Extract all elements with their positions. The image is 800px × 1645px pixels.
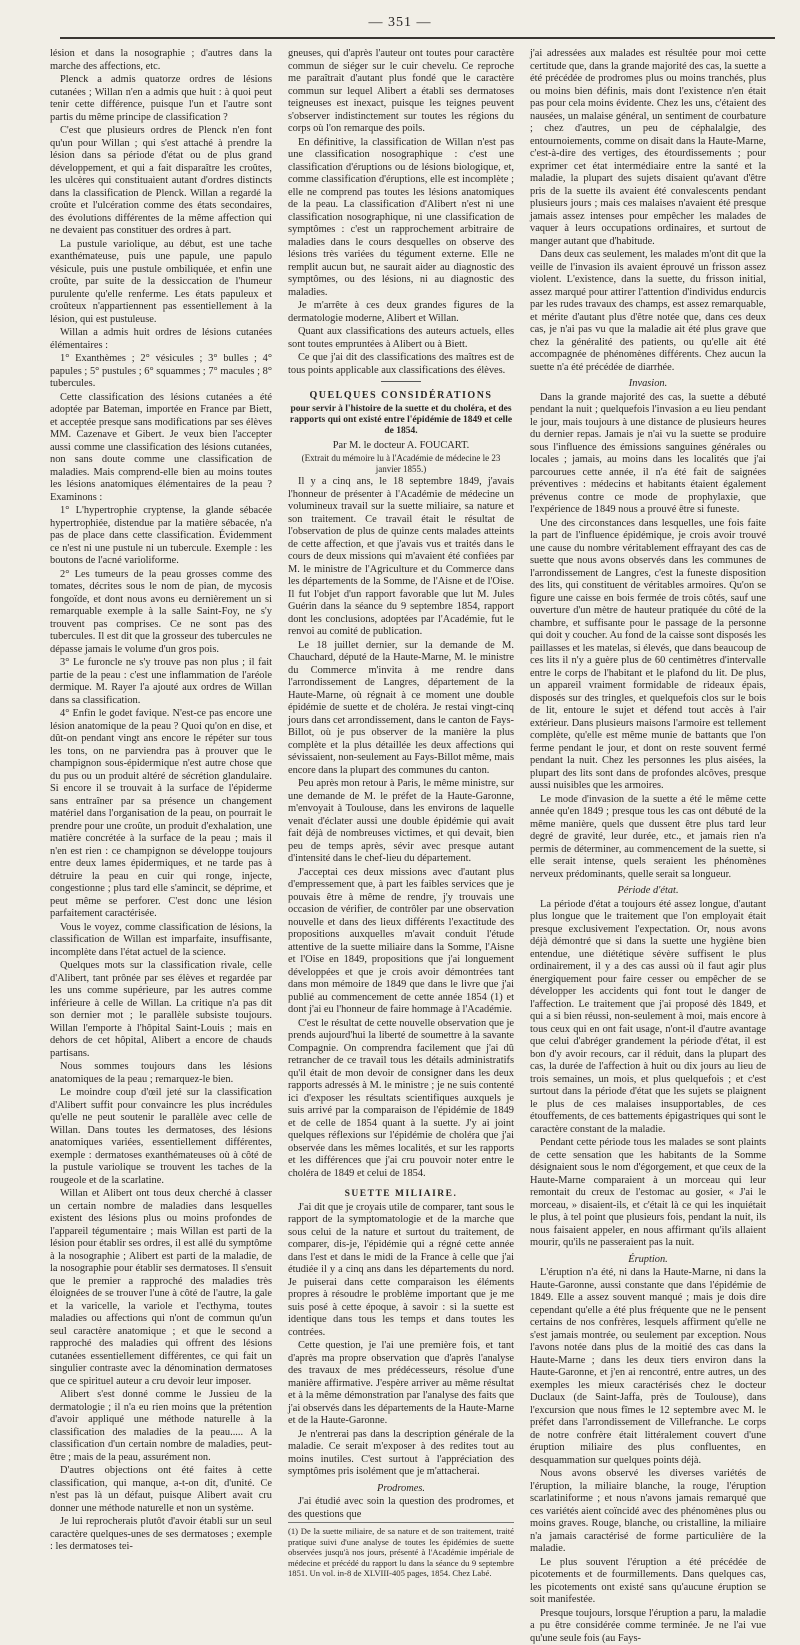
section-title-suette: SUETTE MILIAIRE. (288, 1188, 514, 1201)
paragraph: Je lui reprocherais plutôt d'avoir établi sur un seul caractère quelques-unes de ses dermatoses ; exemple : les dermatoses tei- (50, 1516, 272, 1554)
page-number: — 351 — (0, 15, 800, 31)
paragraph: J'acceptai ces deux missions avec d'autant plus d'empressement que, à part les faibles services que je pouvais être à même de rendre, j'y trouvais une occasion de vérifier, de contrôler par une observation nouvelle et dans des lieux différents l'exactitude des propositions auxquelles m'avait conduit l'étude attentive de la suette miliaire dans la Somme, l'Aisne et l'Oise en 1849, propositions que j'ai longuement développées et que je crois avoir démontrées tant dans mon mémoire de 1849 que dans le livre que j'ai publié au commencement de cette année 1854 (1) et dont j'ai eu l'honneur de faire hommage à l'Académie. (288, 867, 514, 1017)
dermatology-conclusion (288, 48, 514, 377)
paragraph: Willan a admis huit ordres de lésions cutanées élémentaires : (50, 327, 272, 352)
paragraph: 4° Enfin le godet favique. N'est-ce pas encore une lésion anatomique de la peau ? Quoi qu'on en dise, et dût-on pendant vingt ans encore le répéter sur tous les tons, on ne parviendra pas à prouver que le champignon sous-épidermique n'est autre chose que du pus ou un produit altéré de sécrétion glandulaire. Si encore il se trouvait à la surface de l'épiderme sans entraîner par sa présence un changement matériel dans l'organisation de la peau, on pourrait le prendre pour une croûte, un produit d'exhalation, une matière concrétée à la surface de la peau ; mais il n'en est rien : ce champignon se développe toujours entre deux lames épidermiques, et ne tarde pas à détruire la peau en cuir qui ronge, injecte, congestionne ; plus tard elle s'amincit, se déprime, et peut même se perforer. C'est donc une lésion parfaitement caractérisée. (50, 708, 272, 921)
paragraph: La période d'état a toujours été assez longue, d'autant plus longue que le traitement que l'on employait était presque exclusivement l'expectation. Or, nous avons déjà démontré que si dans la suette une hygiène bien entendue, une diététique sévère suffisent le plus ordinairement, il y a des cas aussi où il faut agir plus énergiquement pour faire cesser ou empêcher de se développer les accidents qui font tout le danger de l'affection. Le traitement que j'ai proposé dès 1849, et qui a si bien réussi, non-seulement à moi, mais encore à tous ceux qui en ont fait usage, n'ont-il d'autre avantage que celui d'abréger grandement la période d'état, il est bon d'y avoir recours, car il réduit, dans la plupart des cas, la durée de l'affection à huit ou dix jours au lieu de trois semaines, un mois, et plus quelquefois ; et c'est surtout dans la période d'état que les sujets se plaignent le plus de ces malaises insupportables, de ces étouffements, de ces battements épigastriques qui sont le caractère constant de la maladie. (530, 899, 766, 1137)
subsection-title-eruption: Éruption. (530, 1254, 766, 1267)
eruption-body (530, 1267, 766, 1645)
separator-rule (381, 381, 421, 382)
paragraph: Cette classification des lésions cutanées a été adoptée par Bateman, importée en France par Biett, et acceptée presque sans modifications par ses élèves MM. Cazenave et Gibert. Je veux bien l'accepter aussi comme une classification des lésions cutanées, non sans doute comme une classification de maladies. Mais comprend-elle bien au moins toutes les lésions anatomiques élémentaires de la peau ? Examinons : (50, 392, 272, 505)
paragraph: 1° L'hypertrophie cryptense, la glande sébacée hypertrophiée, distendue par la matière sébacée, n'a pas de place dans cette classification. Évidemment ce n'est ni une pustule ni un tubercule. Exemple : les boutons de l'acné varioliforme. (50, 505, 272, 568)
paragraph: D'autres objections ont été faites à cette classification, qui manque, a-t-on dit, d'unité. Ce n'est pas là un défaut, puisque Alibert avait cru donner une méthode naturelle et non un système. (50, 1465, 272, 1515)
article-author: Par M. le docteur A. FOUCART. (288, 440, 514, 453)
paragraph: 1° Exanthèmes ; 2° vésicules ; 3° bulles ; 4° papules ; 5° pustules ; 6° squammes ; 7° macules ; 8° tubercules. (50, 353, 272, 391)
footnote: (1) De la suette miliaire, de sa nature et de son traitement, traité pratique suivi d'une analyse de toutes les épidémies de suette observées jusqu'à nos jours, présenté à l'Académie impériale de médecine et précédé du rapport lu dans la séance du 9 septembre 1851. Un vol. in-8 de XLVIII-405 pages, 1854. Chez Labé. (288, 1522, 514, 1579)
paragraph: Quant aux classifications des auteurs actuels, elles sont toutes empruntées à Alibert ou à Biett. (288, 326, 514, 351)
paragraph: 3° Le furoncle ne s'y trouve pas non plus ; il fait partie de la peau : c'est une inflammation de l'aréole dermique. M. Rayer l'a ajouté aux ordres de Willan dans sa classification. (50, 657, 272, 707)
periode-etat-body (530, 899, 766, 1250)
paragraph: Presque toujours, lorsque l'éruption a paru, la maladie a pu être considérée comme terminée. Je ne l'ai vue qu'une seule fois (au Fays- (530, 1608, 766, 1645)
paragraph: Le mode d'invasion de la suette a été le même cette année qu'en 1849 ; presque tous les cas ont débuté de la même manière, quels que dussent être plus tard leur degré de gravité, leur durée, etc., et jamais rien n'a permis de déterminer, au commencement de la suette, si elle serait intense, quels seraient les phénomènes nerveux prédominants, quelle serait sa longueur. (530, 794, 766, 882)
subsection-title-prodromes: Prodromes. (288, 1483, 514, 1496)
paragraph: Nous sommes toujours dans les lésions anatomiques de la peau ; remarquez-le bien. (50, 1061, 272, 1086)
paragraph: J'ai dit que je croyais utile de comparer, tant sous le rapport de la symptomatologie et de la marche que sous celui de la nature et surtout du traitement, de comparer, dis-je, l'épidémie qui a régné cette année dans l'est et dans le midi de la France à celle que j'ai étudiée il y a cinq ans dans les départements du nord. Je puiserai dans cette comparaison les éléments propres à résoudre le problème important que je me suis posé à cette époque, à savoir : si la suette est identique dans tous les temps et dans toutes les contrées. (288, 1202, 514, 1340)
paragraph: Vous le voyez, comme classification de lésions, la classification de Willan est imparfaite, insuffisante, incomplète dans l'état actuel de la science. (50, 922, 272, 960)
paragraph: Je m'arrête à ces deux grandes figures de la dermatologie moderne, Alibert et Willan. (288, 300, 514, 325)
paragraph: C'est le résultat de cette nouvelle observation que je prends aujourd'hui la liberté de soumettre à la savante Compagnie. On comprendra facilement que j'ai dû retrancher de ce travail tous les détails administratifs qu'il était de mon devoir de consigner dans les deux rapports adressés à M. le ministre ; je ne suis contenté ici d'exposer les résultats scientifiques auxquels je suis arrivé par la comparaison de l'épidémie de 1849 et de celle de 1854 quant à la suette. J'y ai joint quelques réflexions sur l'épidémie de choléra que j'ai observée dans les mêmes localités, et sur les rapports et les différences que j'ai cru pouvoir noter entre le choléra de 1849 et celui de 1854. (288, 1018, 514, 1181)
paragraph: Une des circonstances dans lesquelles, une fois faite la part de l'influence épidémique, je crois avoir trouvé une cause du nombre véritablement effrayant des cas de suette que nous avons observés dans les communes de l'arrondissement de Langres, c'est la funeste disposition des lits, qui constituent de véritables armoires. Qu'on se figure une caisse en bois fermée de trois côtés, sauf une ouverture d'un mètre de hauteur pratiquée du côté de la chambre, et suffisante pour le passage de la personne qui doit y coucher. Au fond de la caisse sont disposés les paillasses et les matelas, si élevés, que dans beaucoup de ces lits il n'y a guère plus de 60 centimètres d'intervalle entre le corps de l'habitant et le plafond du lit. De plus, un appareil vraiment formidable de rideaux épais, disposés sur des tringles, et quelquefois clos sur le bois de lit, entoure le sujet et défend tout accès à l'air extérieur. Dans plusieurs maisons l'armoire est tellement complète, qu'elle est même munie de battants que l'on ferme pendant le jour, et dont on reste souvent fermé pendant la nuit. Chez les personnes les plus aisées, la plupart des lits sont dans de profondes alcôves, presque aussi nuisibles que les armoires. (530, 518, 766, 793)
paragraph: Le plus souvent l'éruption a été précédée de picotements et de fourmillements. Dans quelques cas, les picotements ont existé sans qu'aucune éruption se soit manifestée. (530, 1557, 766, 1607)
subsection-title-invasion: Invasion. (530, 378, 766, 391)
paragraph: La pustule variolique, au début, est une tache exanthémateuse, puis une papule, une papulo vésicule, puis une pustule ombiliquée, et enfin une croûte, par suite de la dessiccation de l'humeur purulente qu'elle renferme. Les états papuleux et croûteux n'appartiennent pas essentiellement à la lésion, qui est pustuleuse. (50, 239, 272, 327)
article-heading: QUELQUES CONSIDÉRATIONS (288, 390, 514, 403)
article-intro (288, 476, 514, 1180)
paragraph: Plenck a admis quatorze ordres de lésions cutanées ; Willan n'en a admis que huit : à quoi peut tenir cette différence, puisque l'un et l'autre sont partis du même principe de classification ? (50, 74, 272, 124)
paragraph: Dans deux cas seulement, les malades m'ont dit que la veille de l'invasion ils avaient éprouvé un frisson assez violent. L'existence, dans la suette, du frisson initial, assez marqué pour attirer l'attention d'individus endurcis par les rudes travaux des champs, est assez remarquable, et mérite d'autant plus d'être notée que, dans ces deux cas, je n'ai pas vu que la maladie ait été plus grave que chez la généralité des patients, ou qu'elle ait été accompagnée de phénomènes différents. Chez aucun la suette n'a été précédée de diarrhée. (530, 249, 766, 374)
header-rule (60, 37, 775, 39)
paragraph: Willan et Alibert ont tous deux cherché à classer un certain nombre de maladies dans lesquelles existent des lésions plus ou moins profondes de l'appareil tégumentaire ; mais Willan est parti de la lésion pour établir ses ordres, il est allé du symptôme à la nosographie ; Alibert est parti de la maladie, de la nosographie pour établir ses dermatoses. Il s'ensuit que le premier a rapproché des maladies très éloignées de se trouver l'une à côté de l'autre, la gale et la varicelle, la variole et l'ecthyma, toutes maladies ou affections qui n'ont de commun qu'un seul caractère anatomique ; et que le second a rapproché des maladies qui offrent des lésions cutanées essentiellement différentes, ce qui fait un singulier contraste avec la dénomination dermatoses que ce spirituel auteur a cru devoir leur imposer. (50, 1188, 272, 1388)
paragraph: gneuses, qui d'après l'auteur ont toutes pour caractère commun de siéger sur le cuir chevelu. Ce reproche me paraîtrait d'autant plus fondé que le caractère commun sur lequel Alibert a établi ses dermatoses teigneuses est inexact, puisque les teignes peuvent s'observer indistinctement sur toutes les régions du corps où l'on remarque des poils. (288, 48, 514, 136)
paragraph: L'éruption n'a été, ni dans la Haute-Marne, ni dans la Haute-Garonne, aussi constante que dans l'épidémie de 1849. Elle a assez souvent manqué ; mais je dois dire cependant qu'elle a été plus fréquente que ne le pensent certains de nos confrères, lesquels affirment qu'elle ne s'est jamais montrée, ou seulement par exception. Nous l'avons notée dans plus de la moitié des cas dans la Haute-Marne ; dans les deux tiers environ dans la Haute-Garonne, et j'en ai rencontré, entre autres, un des exemples les mieux caractérisés chez le docteur Duclaux (de Saint-Jaffa, près de Toulouse), dans l'excursion que nous fîmes le 12 septembre avec M. le préfet dans l'arrondissement de Villefranche. Le corps de notre confrère était littéralement couvert d'une éruption miliaire des plus confluentes, en desquammation sur quelques points déjà. (530, 1267, 766, 1467)
paragraph: Cette question, je l'ai une première fois, et tant d'après ma propre observation que d'après l'analyse des travaux de mes prédécesseurs, résolue d'une manière affirmative. J'espère arriver au même résultat et à la même démonstration par l'analyse des faits que j'ai observés dans les départements de la Haute-Marne et de la Haute-Garonne. (288, 1340, 514, 1428)
article-subheading: pour servir à l'histoire de la suette et du choléra, et des rapports qui ont existé entre l'épidémie de 1849 et celle de 1854. (288, 404, 514, 437)
paragraph: Ce que j'ai dit des classifications des maîtres est de tous points applicable aux classifications des élèves. (288, 352, 514, 377)
paragraph: 2° Les tumeurs de la peau grosses comme des tomates, décrites sous le nom de pian, de mycosis fongoïde, et dont nous avons eu dernièrement un si remarquable exemple à la salle Saint-Foy, ne s'y trouvent pas comprises. Ce ne sont pas des tubercules. Il est dit que la grosseur des tubercules ne dépasse jamais le volume d'un gros pois. (50, 569, 272, 657)
paragraph: lésion et dans la nosographie ; d'autres dans la marche des affections, etc. (50, 48, 272, 73)
paragraph: Je n'entrerai pas dans la description générale de la maladie. Ce serait m'exposer à des redites tout au moins inutiles. C'est surtout à l'appréciation des symptômes pris isolément que je m'attacherai. (288, 1429, 514, 1479)
paragraph: Quelques mots sur la classification rivale, celle d'Alibert, tant prônée par ses élèves et regardée par les uns comme supérieure, par les autres comme inférieure à celle de Willan. La critique n'a pas dit son dernier mot ; le parallèle subsiste toujours. Willan l'emporte à l'hôpital Saint-Louis ; mais en dehors de cet hôpital, Alibert a encore de chauds partisans. (50, 960, 272, 1060)
paragraph: C'est que plusieurs ordres de Plenck n'en font qu'un pour Willan ; qui s'est attaché à prendre la lésion dans sa période d'état ou de plus grand développement, et qui a fait disparaître les croûtes, les ulcères qui constituaient autant d'ordres distincts dans la classification de Plenck. Willan a regardé la croûte et l'ulcération comme des états secondaires, des évolutions différentes de la même affection qui ne devaient pas constituer des ordres à part. (50, 125, 272, 238)
column-left (50, 48, 272, 1148)
paragraph: Le moindre coup d'œil jeté sur la classification d'Alibert suffit pour convaincre les plus incrédules qu'elle ne peut soutenir le parallèle avec celle de Willan. Dans toutes les dermatoses, des lésions anatomiques variées, essentiellement différentes, exemple : dermatoses exanthémateuses où à côté de la pustule variolique se trouvent les taches de la rougeole et de la scarlatine. (50, 1087, 272, 1187)
paragraph: Alibert s'est donné comme le Jussieu de la dermatologie ; il n'a eu rien moins que la prétention d'avoir appliqué une méthode naturelle à la classification des maladies de la peau..... A la classification d'un certain nombre de maladies, peut-être ; mais de la peau, assurément non. (50, 1389, 272, 1464)
paragraph: Dans la grande majorité des cas, la suette a débuté pendant la nuit ; quelquefois l'invasion a eu lieu pendant le jour, mais toujours à une distance de plusieurs heures du dernier repas. Jamais je n'ai vu la suette se produire sous l'influence des émissions sanguines générales ou locales ; jamais, au moins dans les localités que j'ai parcourues cette année, il n'a été fait de saignées préventives : médecins et habitants étaient également prévenus contre ce mode de prophylaxie, que l'expérience de 1849 nous a prouvé être si funeste. (530, 392, 766, 517)
column-right (530, 48, 766, 1148)
paragraph: j'ai adressées aux malades est résultée pour moi cette certitude que, dans la grande majorité des cas, la suette a été précédée de prodromes plus ou moins tranchés, plus ou moins bien définis, mais dont l'existence n'en était pas pour cela moins évidente. Chez les uns, c'étaient des nausées, un malaise général, un sentiment de courbature ; chez d'autres, un peu de céphalalgie, des entournoiements, comme on disait dans la Haute-Marne, c'est-à-dire des vertiges, des étourdissements ; pour exprimer cet état intermédiaire entre la santé et la maladie, la plupart des sujets disaient qu'avant d'être pris de la suette ils avaient été convalescents pendant plusieurs jours ; mais ces malaises n'avaient été presque jamais assez intenses pour empêcher les malades de vaquer à leurs occupations ordinaires, et surtout de manger autant que d'habitude. (530, 48, 766, 248)
invasion-body (530, 392, 766, 882)
paragraph: Pendant cette période tous les malades se sont plaints de cette sensation que les habitants de la Somme désignaient sous le nom d'égorgement, et que ceux de la Haute-Marne comparaient à un morceau qui leur remontait du creux de l'estomac au gosier, « J'ai le morceau, » disaient-ils, et c'était là ce qui les inquiétait le plus, à tel point que plusieurs fois, pendant la nuit, ils nous faisaient appeler, en nous affirmant qu'ils allaient mourir, qu'ils ne passeraient pas la nuit. (530, 1137, 766, 1250)
paragraph: En définitive, la classification de Willan n'est pas une classification nosographique : c'est une classification d'éruptions ou de lésions biologique, et, comme classification d'éruptions, elle est incomplète ; elle ne comprend pas toutes les lésions anatomiques de la peau. La classification d'Alibert n'est ni une classification nosographique, ni une classification de symptômes : c'est un rapprochement arbitraire de maladies dans le cours desquelles on observe des lésions très variées du tégument externe. Elle ne remplit aucun but, ne saurait aider au diagnostic des symptômes, ou des lésions, ni au diagnostic des maladies. (288, 137, 514, 300)
article-extract-note: (Extrait du mémoire lu à l'Académie de médecine le 23 janvier 1855.) (288, 453, 514, 475)
subsection-title-periode-etat: Période d'état. (530, 885, 766, 898)
paragraph: Il y a cinq ans, le 18 septembre 1849, j'avais l'honneur de présenter à l'Académie de médecine un volumineux travail sur la suette miliaire, sa nature et son traitement. Ce travail était le résultat de l'observation de plus de quinze cents malades atteints de cette affection, et que j'avais vus et traités dans le cours de deux missions qui m'avaient été confiées par M. le ministre de l'Agriculture et du Commerce dans les départements de la Somme, de l'Aisne et de l'Oise. Il fut l'objet d'un rapport favorable que lut M. Jules Guérin dans la séance du 9 septembre 1854, rapport dont les conclusions, adoptées par l'Académie, fut le renvoi au comité de publication. (288, 476, 514, 639)
paragraph: J'ai étudié avec soin la question des prodromes, et des questions que (288, 1496, 514, 1521)
prodromes-continued (530, 48, 766, 374)
column-middle (288, 48, 514, 1148)
paragraph: Peu après mon retour à Paris, le même ministre, sur une demande de M. le préfet de la Haute-Garonne, m'envoyait à Toulouse, dans les environs de laquelle venait d'éclater aussi une double épidémie qui avait fait déjà de nombreuses victimes, et qui devait, bien peu de temps après, sévir avec presque autant d'intensité dans le chef-lieu du département. (288, 778, 514, 866)
section-suette-body (288, 1202, 514, 1479)
paragraph: Le 18 juillet dernier, sur la demande de M. Chauchard, député de la Haute-Marne, M. le ministre du Commerce m'invita à me rendre dans l'arrondissement de Langres, département de la Haute-Marne, où régnait à ce moment une double épidémie de suette et de choléra. Je restai vingt-cinq jours dans cet arrondissement, dans le canton de Fays-Billot, où je pus observer de la manière la plus complète et la plus détaillée les deux affections qui sévissaient, non-seulement au Fays-Billot même, mais encore dans la plupart des communes du canton. (288, 640, 514, 778)
section-prodromes-body (288, 1496, 514, 1521)
paragraph: Nous avons observé les diverses variétés de l'éruption, la miliaire blanche, la rouge, l'éruption scarlatiniforme ; et nous n'avons jamais remarqué que ces variétés aient coïncidé avec des phénomènes plus ou moins graves. Rouge, blanche, ou cristalline, la miliaire n'a jamais caractérisé de forme particulière de la maladie. (530, 1468, 766, 1556)
